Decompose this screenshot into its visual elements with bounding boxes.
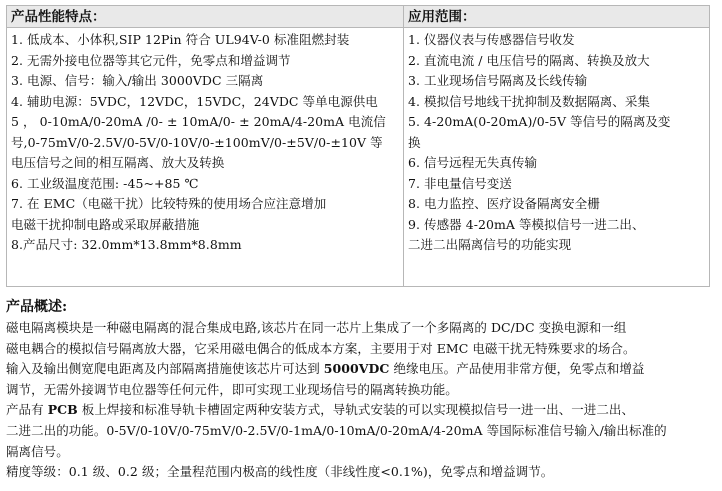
overview-line-5-text-a: 产品有 bbox=[6, 402, 48, 418]
isolation-voltage-value: 5000VDC bbox=[323, 361, 390, 377]
overview-line-7: 隔离信号。 bbox=[6, 443, 69, 459]
feature-line-5: 5 ， 0-10mA/0-20mA /0- ± 10mA/0- ± 20mA/4-20mA 电流信 bbox=[11, 114, 386, 129]
pcb-term: PCB bbox=[47, 402, 78, 418]
feature-line-6: 6. 工业级温度范围: -45~+85 ℃ bbox=[11, 175, 199, 191]
feature-line-7: 7. 在 EMC（电磁干扰）比较特殊的使用场合应注意增加 bbox=[11, 196, 327, 211]
application-line-1: 1. 仪器仪表与传感器信号收发 bbox=[408, 32, 575, 47]
overview-line-3 bbox=[6, 359, 712, 380]
feature-line-4: 4. 辅助电源：5VDC，12VDC，15VDC，24VDC 等单电源供电 bbox=[11, 93, 378, 109]
application-line-6: 6. 信号远程无失真传输 bbox=[408, 155, 537, 170]
application-line-9-cont: 二进二出隔离信号的功能实现 bbox=[408, 237, 572, 252]
applications-list bbox=[404, 28, 709, 256]
application-line-4: 4. 模拟信号地线干扰抑制及数据隔离、采集 bbox=[408, 93, 650, 109]
overview-line-8: 精度等级：0.1 级、0.2 级；全量程范围内极高的线性度（非线性度<0.1%)，免零点和增益调节。 bbox=[6, 464, 554, 480]
application-line-3: 3. 工业现场信号隔离及长线传输 bbox=[408, 73, 588, 88]
overview-heading: 产品概述: bbox=[6, 299, 68, 315]
overview-section bbox=[6, 296, 712, 483]
feature-line-8: 8.产品尺寸: 32.0mm*13.8mm*8.8mm bbox=[11, 237, 242, 252]
overview-line-2: 磁电耦合的模拟信号隔离放大器，它采用磁电偶合的低成本方案，主要用于对 EMC 电磁干扰无特殊要求的场合。 bbox=[6, 340, 636, 356]
application-line-8: 8. 电力监控、医疗设备隔离安全栅 bbox=[408, 196, 600, 211]
overview-line-4: 调节，无需外接调节电位器等任何元件，即可实现工业现场信号的隔离转换功能。 bbox=[6, 381, 458, 397]
feature-line-7-cont: 电磁干扰抑制电路或采取屏蔽措施 bbox=[11, 216, 200, 232]
features-list bbox=[7, 28, 403, 256]
applications-heading: 应用范围： bbox=[404, 6, 709, 28]
application-line-5: 5. 4-20mA(0-20mA)/0-5V 等信号的隔离及变 bbox=[408, 114, 671, 129]
applications-column bbox=[404, 6, 709, 286]
overview-line-3-text-a: 输入及输出侧宽爬电距离及内部隔离措施使该芯片可达到 bbox=[6, 361, 324, 377]
features-heading: 产品性能特点： bbox=[7, 6, 403, 28]
feature-line-3: 3. 电源、信号：输入/输出 3000VDC 三隔离 bbox=[11, 73, 264, 88]
application-line-2: 2. 直流电流 / 电压信号的隔离、转换及放大 bbox=[408, 52, 650, 68]
feature-line-2: 2. 无需外接电位器等其它元件，免零点和增益调节 bbox=[11, 52, 291, 68]
feature-line-1: 1. 低成本、小体积,SIP 12Pin 符合 UL94V-0 标准阻燃封装 bbox=[11, 32, 350, 47]
feature-table bbox=[6, 5, 710, 287]
features-column bbox=[7, 6, 404, 286]
overview-line-5-text-b: 板上焊接和标准导轨卡槽固定两种安装方式，导轨式安装的可以实现模拟信号一进一出、一进二出、 bbox=[77, 402, 634, 418]
overview-line-6: 二进二出的功能。0-5V/0-10V/0-75mV/0-2.5V/0-1mA/0-10mA/0-20mA/4-20mA 等国际标准信号输入/输出标准的 bbox=[6, 422, 667, 438]
application-line-5-cont: 换 bbox=[408, 134, 421, 150]
overview-line-1: 磁电隔离模块是一种磁电隔离的混合集成电路,该芯片在同一芯片上集成了一个多隔离的 DC/DC 变换电源和一组 bbox=[6, 320, 627, 335]
feature-line-5-cont-b: 电压信号之间的相互隔离、放大及转换 bbox=[11, 155, 225, 170]
application-line-7: 7. 非电量信号变送 bbox=[408, 175, 512, 191]
overview-line-5 bbox=[6, 400, 712, 421]
application-line-9: 9. 传感器 4-20mA 等模拟信号一进二出、 bbox=[408, 216, 645, 232]
overview-line-3-text-b: 绝缘电压。产品使用非常方便，免零点和增益 bbox=[389, 361, 645, 377]
feature-line-5-cont-a: 号,0-75mV/0-2.5V/0-5V/0-10V/0-±100mV/0-±5V/0-±10V 等 bbox=[11, 134, 383, 150]
